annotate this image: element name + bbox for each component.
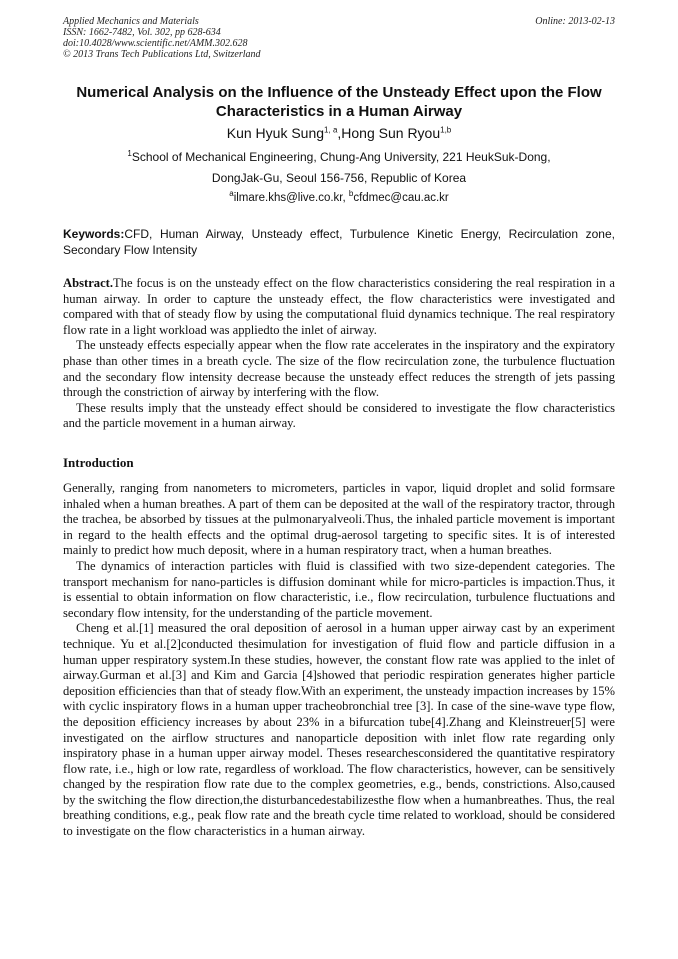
abstract-paragraph-3: These results imply that the unsteady effect should be considered to investigate the flow characteristics and the particle movement in a human airway. (63, 400, 615, 431)
affiliation-sup: 1 (127, 149, 132, 158)
issn-line: ISSN: 1662-7482, Vol. 302, pp 628-634 (63, 27, 221, 38)
abstract-section (63, 276, 615, 432)
affiliation (63, 147, 615, 189)
email-a: ilmare.khs@live.co.kr, (233, 192, 349, 204)
abstract-paragraph-1 (63, 276, 615, 338)
author-1-sup: 1, a (324, 125, 338, 135)
intro-paragraph-2: The dynamics of interaction particles with fluid is classified with two size-dependent categories. The transport mechanism for nano-particles is diffusion dominant while for micro-particles is impaction.Thus, it is essential to obtain information on flow characteristic, i.e., flow recirculation, turbulence fluctuations and secondary flow intensity, for the understanding of the particle movement. (63, 558, 615, 620)
abstract-paragraph-2: The unsteady effects especially appear when the flow rate accelerates in the inspiratory and the expiratory phase than other times in a breath cycle. The size of the flow recirculation zone, the turbulence fluctuation and the secondary flow intensity decrease because the unsteady effect reduces the strength of jets passing through the constriction of airway by interfering with the flow. (63, 338, 615, 400)
abstract-label: Abstract. (63, 276, 114, 290)
journal-name: Applied Mechanics and Materials (63, 16, 199, 27)
author-list (63, 124, 615, 142)
copyright-line: © 2013 Trans Tech Publications Ltd, Switzerland (63, 49, 261, 60)
affiliation-line-2: DongJak-Gu, Seoul 156-756, Republic of Korea (211, 171, 467, 185)
email-b: cfdmec@cau.ac.kr (353, 192, 449, 204)
online-date: Online: 2013-02-13 (535, 16, 615, 27)
affiliation-line-1 (63, 147, 615, 168)
author-2-name: Hong Sun Ryou (341, 125, 441, 141)
author-1-name: Kun Hyuk Sung (226, 125, 325, 141)
paper-title: Numerical Analysis on the Influence of the Unsteady Effect upon the Flow Characteristics in a Human Airway (76, 84, 602, 120)
keywords-text: CFD, Human Airway, Unsteady effect, Turbulence Kinetic Energy, Recirculation zone, Secondary Flow Intensity (63, 227, 615, 257)
intro-paragraph-1: Generally, ranging from nanometers to micrometers, particles in vapor, liquid droplet and solid formsare inhaled when a human breathes. A part of them can be deposited at the wall of the respiratory tractor, through the trachea, be absorbed by tissues at the pulmonaryalveoli.Thus, the inhaled particle movement is important in regard to the health effects and the optimal drug-aerosol targeting to specific sites. It is of interested mainly to predict how much deposit, where in a human respiratory tract, when a human breathes. (63, 481, 615, 558)
email-b-sup: b (348, 189, 354, 199)
author-emails (63, 189, 615, 207)
introduction-section (63, 455, 615, 840)
introduction-heading: Introduction (63, 455, 134, 470)
author-separator: , (337, 125, 342, 141)
journal-header (63, 16, 615, 60)
email-a-sup: a (229, 189, 234, 199)
affiliation-text-1: School of Mechanical Engineering, Chung-Ang University, 221 HeukSuk-Dong, (131, 150, 551, 164)
abstract-text-1: The focus is on the unsteady effect on the flow characteristics considering the real respiration in a human airway. In order to capture the unsteady effect, the flow characteristics were investigated and compared with that of steady flow by using the computational fluid dynamics technique. The real respiratory flow rate in a light workload was appliedto the inlet of airway. (63, 276, 615, 337)
intro-paragraph-3: Cheng et al.[1] measured the oral deposition of aerosol in a human upper airway cast by an experiment technique. Yu et al.[2]conducted thesimulation for investigation of fluid flow and particle diffusion in a human upper respiratory system.In these studies, however, the constant flow rate was applied to the inlet of airway.Gurman et al.[3] and Kim and Garcia [4]showed that periodic respiration generates higher particle deposition efficiencies than that of steady flow.With an experiment, the unsteady impaction increases by 15% with cyclic inspiratory flows in a human upper tracheobronchial tree [3]. In case of the sine-wave type flow, the deposition efficiency increases by about 23% in a bifurcation tube[4].Zhang and Kleinstreuer[5] were investigated on the airflow structures and nanoparticle deposition with inlet flow rate regarding only inspiratory phase in a human upper airway model. Theses researchesconsidered the quantitative respiratory flow rate, i.e., high or low rate, regardless of workload. The flow characteristics, however, can be sensitively changed by the respiration flow rate due to the complex geometries, e.g., bends, constrictions. Also,caused by the switching the flow direction,the disturbancedestabilizesthe flow when a humanbreathes. Thus, the real breathing conditions, e.g., peak flow rate and the breath cycle time related to workload, should be considered to investigate on the flow characteristics in a human airway. (63, 621, 615, 839)
doi-line: doi:10.4028/www.scientific.net/AMM.302.628 (63, 38, 248, 49)
author-2-sup: 1,b (440, 125, 452, 135)
keywords-label: Keywords: (63, 227, 125, 241)
keywords (63, 226, 615, 258)
